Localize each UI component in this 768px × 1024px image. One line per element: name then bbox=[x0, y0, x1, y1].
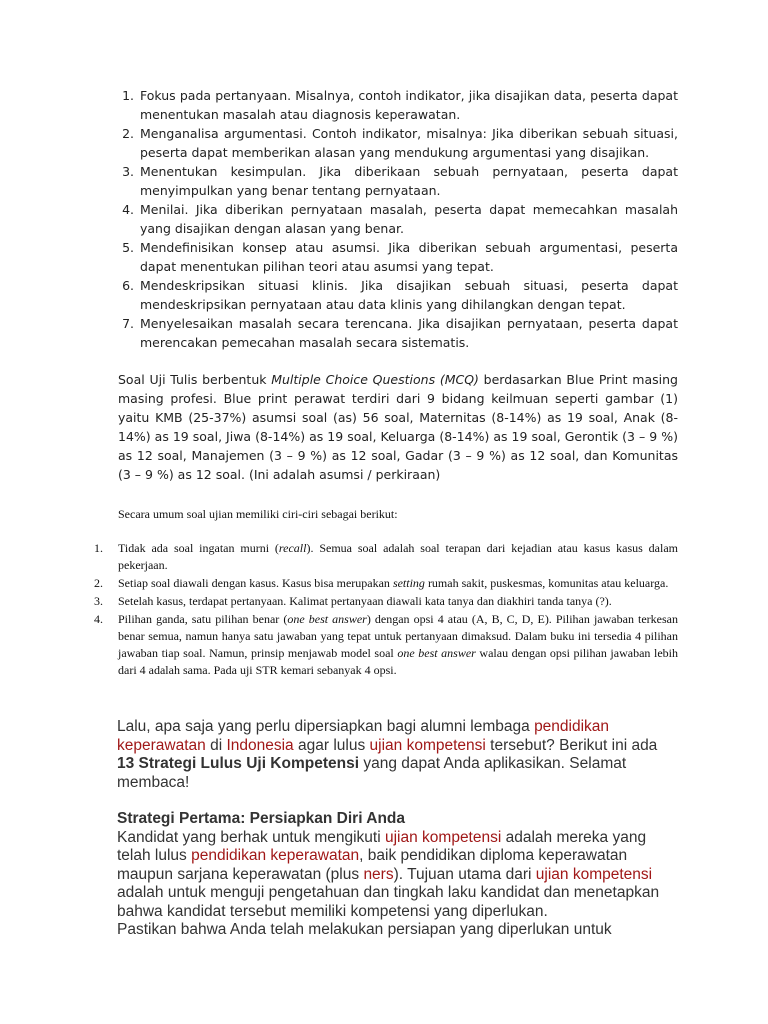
mcq-paragraph: Soal Uji Tulis berbentuk Multiple Choice Questions (MCQ) berdasarkan Blue Print masing masing profesi. Blue print perawat terdiri dari 9 bidang keilmuan seperti gambar (1) yaitu KMB (25-37%) asumsi soal (as) 56 soal, Maternitas (8-14%) as 19 soal, Anak (8-14%) as 19 soal, Jiwa (8-14%) as 19 soal, Keluarga (8-14%) as 19 soal, Gerontik (3 – 9 %) as 12 soal, Manajemen (3 – 9 %) as 12 soal, Gadar (3 – 9 %) as 12 soal, dan Komunitas (3 – 9 %) as 12 soal. (Ini adalah asumsi / perkiraan) bbox=[118, 372, 678, 482]
link-pendidikan-keperawatan[interactable]: pendidikan keperawatan bbox=[191, 847, 360, 864]
link-ujian-kompetensi[interactable]: ujian kompetensi bbox=[369, 736, 486, 754]
article bbox=[117, 718, 665, 940]
list-item: 3. Setelah kasus, terdapat pertanyaan. Kalimat pertanyaan diawali kata tanya dan diakhiri tanda tanya (?). bbox=[94, 594, 612, 608]
list-item-text: Fokus pada pertanyaan. Misalnya, contoh indikator, jika disajikan data, peserta dapat menentukan masalah atau diagnosis keperawatan. bbox=[140, 88, 678, 122]
list-item: 2. Setiap soal diawali dengan kasus. Kasus bisa merupakan setting rumah sakit, puskesmas, komunitas atau keluarga. bbox=[94, 576, 669, 590]
link-pendidikan-keperawatan[interactable]: pendidikan keperawatan bbox=[117, 718, 610, 754]
link-ners[interactable]: ners bbox=[363, 865, 394, 883]
section-heading: Strategi Pertama: Persiapkan Diri Anda bbox=[117, 810, 405, 827]
list-item-text: Mendefinisikan konsep atau asumsi. Jika diberikan sebuah argumentasi, peserta dapat menentukan pilihan teori atau asumsi yang tepat. bbox=[140, 240, 678, 274]
list-item: 2. Menganalisa argumentasi. Contoh indikator, misalnya: Jika diberikan sebuah situasi, peserta dapat memberikan alasan yang mendukung argumentasi yang disajikan. bbox=[122, 126, 678, 160]
link-ujian-kompetensi[interactable]: ujian kompetensi bbox=[535, 865, 653, 883]
list-item-text: Menganalisa argumentasi. Contoh indikator, misalnya: Jika diberikan sebuah situasi, peserta dapat memberikan alasan yang mendukung argumentasi yang disajikan. bbox=[140, 126, 678, 160]
list-item: 7. Menyelesaikan masalah secara terencana. Jika disajikan pernyataan, peserta dapat merencakan pemecahan masalah secara sistematis. bbox=[122, 316, 678, 350]
ciri-list bbox=[94, 540, 678, 680]
list-item-text: Menyelesaikan masalah secara terencana. Jika disajikan pernyataan, peserta dapat merencakan pemecahan masalah secara sistematis. bbox=[140, 316, 678, 350]
list-item-text: Menentukan kesimpulan. Jika diberikaan sebuah pernyataan, peserta dapat menyimpulkan yang benar tentang pernyataan. bbox=[140, 164, 678, 198]
list-item-text: Mendeskripsikan situasi klinis. Jika disajikan sebuah situasi, peserta dapat mendeskripsikan pernyataan atau data klinis yang dihilangkan dengan tepat. bbox=[140, 278, 678, 312]
mcq-term: Multiple Choice Questions (MCQ) bbox=[271, 372, 479, 387]
strategy-count: 13 Strategi Lulus Uji Kompetensi bbox=[117, 755, 360, 772]
list-item: 1. Fokus pada pertanyaan. Misalnya, contoh indikator, jika disajikan data, peserta dapat menentukan masalah atau diagnosis keperawatan. bbox=[122, 88, 678, 122]
article-paragraph: Kandidat yang berhak untuk mengikuti ujian kompetensi adalah mereka yang telah lulus pendidikan keperawatan, baik pendidikan diploma keperawatan maupun sarjana keperawatan (plus ners). Tujuan utama dari ujian kompetensi adalah untuk menguji pengetahuan dan tingkah laku kandidat dan menetapkan bahwa kandidat tersebut memiliki kompetensi yang diperlukan. bbox=[117, 828, 660, 920]
link-indonesia[interactable]: Indonesia bbox=[226, 736, 294, 754]
link-ujian-kompetensi[interactable]: ujian kompetensi bbox=[384, 828, 502, 846]
list-item: 1. Tidak ada soal ingatan murni (recall). Semua soal adalah soal terapan dari kejadian atau kasus kasus dalam pekerjaan. bbox=[94, 541, 678, 572]
article-paragraph: Pastikan bahwa Anda telah melakukan persiapan yang diperlukan untuk bbox=[117, 921, 612, 938]
indicator-list bbox=[112, 86, 678, 352]
ciri-intro: Secara umum soal ujian memiliki ciri-ciri sebagai berikut: bbox=[118, 507, 398, 521]
article-intro: Lalu, apa saja yang perlu dipersiapkan bagi alumni lembaga pendidikan keperawatan di Indonesia agar lulus ujian kompetensi tersebut? Berikut ini ada 13 Strategi Lulus Uji Kompetensi yang dapat Anda aplikasikan. Selamat membaca! bbox=[117, 718, 658, 791]
list-item: 4. Menilai. Jika diberikan pernyataan masalah, peserta dapat memecahkan masalah yang disajikan dengan alasan yang benar. bbox=[122, 202, 678, 236]
list-item: 4. Pilihan ganda, satu pilihan benar (one best answer) dengan opsi 4 atau (A, B, C, D, E). Pilihan jawaban terkesan benar semua, namun hanya satu jawaban yang tepat untuk pertanyaan dimaksud. Dalam buku ini tersedia 4 pilihan jawaban tiap soal. Namun, prinsip menjawab model soal one best answer walau dengan opsi pilihan jawaban lebih dari 4 adalah sama. Pada uji STR kemari sebanyak 4 opsi. bbox=[94, 612, 678, 677]
list-item: 6. Mendeskripsikan situasi klinis. Jika disajikan sebuah situasi, peserta dapat mendeskripsikan pernyataan atau data klinis yang dihilangkan dengan tepat. bbox=[122, 278, 678, 312]
list-item: 5. Mendefinisikan konsep atau asumsi. Jika diberikan sebuah argumentasi, peserta dapat menentukan pilihan teori atau asumsi yang tepat. bbox=[122, 240, 678, 274]
list-item-text: Menilai. Jika diberikan pernyataan masalah, peserta dapat memecahkan masalah yang disajikan dengan alasan yang benar. bbox=[140, 202, 678, 236]
list-item: 3. Menentukan kesimpulan. Jika diberikaan sebuah pernyataan, peserta dapat menyimpulkan yang benar tentang pernyataan. bbox=[122, 164, 678, 198]
